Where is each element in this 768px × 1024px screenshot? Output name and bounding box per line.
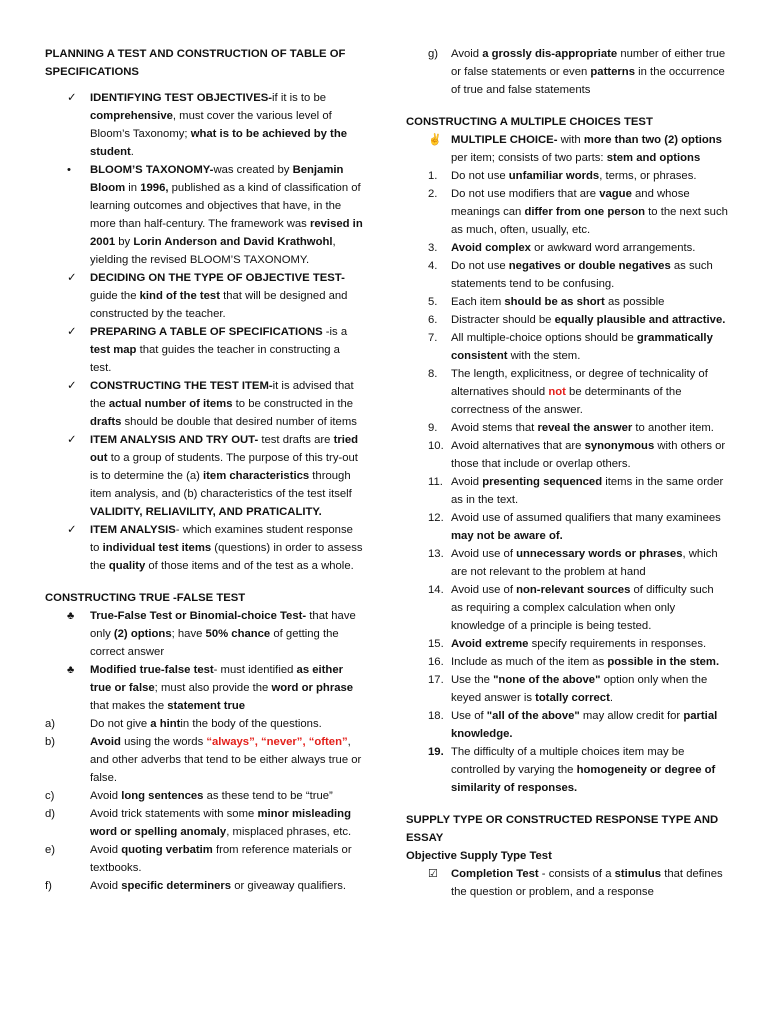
checkbox-checked-icon: ☑ xyxy=(428,868,438,880)
numbered-item: 6. Distracter should be equally plausible and attractive. xyxy=(428,314,726,326)
lettered-item-a: a) Do not give a hintin the body of the questions. xyxy=(45,718,322,730)
heading-supply-type: SUPPLY TYPE OR CONSTRUCTED RESPONSE TYPE AND ESSAY xyxy=(406,814,719,844)
lettered-item-e: e) Avoid quoting verbatim from reference materials or textbooks. xyxy=(45,844,352,874)
lettered-item-d: d) Avoid trick statements with some minor misleading word or spelling anomaly, misplaced phrases, etc. xyxy=(45,808,352,838)
checkmark-icon: ✓ xyxy=(67,92,77,104)
list-item-deciding: ✓ DECIDING ON THE TYPE OF OBJECTIVE TEST- guide the kind of the test that will be designed and constructed by the teacher. xyxy=(45,269,363,323)
numbered-item: 8. The length, explicitness, or degree of technicality of alternatives should not be determinants of the correctness of the answer. xyxy=(428,368,708,416)
numbered-item: 3. Avoid complex or awkward word arrangements. xyxy=(428,242,696,254)
checkmark-icon: ✓ xyxy=(67,326,77,338)
numbered-item: 15. Avoid extreme specify requirements in responses. xyxy=(428,638,707,650)
numbered-item: 16. Include as much of the item as possible in the stem. xyxy=(428,656,720,668)
club-icon: ♣ xyxy=(67,664,75,676)
list-item-blooms: • BLOOM’S TAXONOMY-was created by Benjamin Bloom in 1996, published as a kind of classification of learning outcomes and objectives that have, in the more than half-century. The framework was revised in 2001 by Lorin Anderson and David Krathwohl, yielding the revised BLOOM’S TAXONOMY. xyxy=(45,161,363,269)
numbered-item: 5. Each item should be as short as possible xyxy=(428,296,665,308)
subheading-objective-supply: Objective Supply Type Test xyxy=(406,850,552,862)
numbered-item: 4. Do not use negatives or double negatives as such statements tend to be confusing. xyxy=(428,260,713,290)
list-item-true-false: ♣ True-False Test or Binomial-choice Test- that have only (2) options; have 50% chance of getting the correct answer xyxy=(45,607,363,661)
pointing-hand-icon: ✌ xyxy=(428,134,442,146)
numbered-item: 18. Use of "all of the above" may allow credit for partial knowledge. xyxy=(428,710,718,740)
numbered-item: 1. Do not use unfamiliar words, terms, or phrases. xyxy=(428,170,697,182)
lettered-item-c: c) Avoid long sentences as these tend to be “true” xyxy=(45,790,333,802)
lettered-item-b: b) Avoid using the words “always”, “never”, “often”, and other adverbs that tend to be either always true or false. xyxy=(45,736,362,784)
bullet-dot-icon: • xyxy=(67,164,71,176)
list-item-identifying: ✓ IDENTIFYING TEST OBJECTIVES-if it is to be comprehensive, must cover the various level of Bloom’s Taxonomy; what is to be achieved by the student. xyxy=(45,89,363,161)
heading-multiple-choice: CONSTRUCTING A MULTIPLE CHOICES TEST xyxy=(406,116,653,128)
heading-planning: PLANNING A TEST AND CONSTRUCTION OF TABLE OF SPECIFICATIONS xyxy=(45,48,346,78)
numbered-item: 14. Avoid use of non-relevant sources of difficulty such as requiring a complex calculation when only knowledge of a principle is being tested. xyxy=(428,584,714,632)
list-item-completion-test: ☑ Completion Test - consists of a stimulus that defines the question or problem, and a response xyxy=(406,865,728,901)
list-item-tryout: ✓ ITEM ANALYSIS AND TRY OUT- test drafts are tried out to a group of students. The purpose of this try-out is to determine the (a) item characteristics through item analysis, and (b) characteristics of the test itself VALIDITY, RELIAVILITY, AND PRATICALITY. xyxy=(45,431,363,521)
numbered-item: 9. Avoid stems that reveal the answer to another item. xyxy=(428,422,714,434)
list-item-item-analysis: ✓ ITEM ANALYSIS- which examines student response to individual test items (questions) in order to assess the quality of those items and of the test as a whole. xyxy=(45,521,363,575)
numbered-item: 13. Avoid use of unnecessary words or phrases, which are not relevant to the problem at hand xyxy=(428,548,718,578)
left-column xyxy=(45,45,363,895)
numbered-item: 7. All multiple-choice options should be grammatically consistent with the stem. xyxy=(428,332,713,362)
lettered-item-f: f) Avoid specific determiners or giveaway qualifiers. xyxy=(45,880,346,892)
numbered-item: 10. Avoid alternatives that are synonymous with others or those that include or overlap others. xyxy=(428,440,726,470)
list-item-preparing: ✓ PREPARING A TABLE OF SPECIFICATIONS -is a test map that guides the teacher in constructing a test. xyxy=(45,323,363,377)
numbered-item: 19. The difficulty of a multiple choices item may be controlled by varying the homogeneity or degree of similarity of responses. xyxy=(428,746,716,794)
lettered-item-g: g) Avoid a grossly dis-appropriate number of either true or false statements or even patterns in the occurrence of true and false statements xyxy=(428,48,726,96)
heading-true-false: CONSTRUCTING TRUE -FALSE TEST xyxy=(45,592,246,604)
list-item-constructing: ✓ CONSTRUCTING THE TEST ITEM-it is advised that the actual number of items to be constructed in the drafts should be double that desired number of items xyxy=(45,377,363,431)
numbered-item: 2. Do not use modifiers that are vague and whose meanings can differ from one person to the next such as much, often, usually, etc. xyxy=(428,188,728,236)
checkmark-icon: ✓ xyxy=(67,380,77,392)
checkmark-icon: ✓ xyxy=(67,524,77,536)
checkmark-icon: ✓ xyxy=(67,434,77,446)
club-icon: ♣ xyxy=(67,610,75,622)
checkmark-icon: ✓ xyxy=(67,272,77,284)
list-item-modified-true-false: ♣ Modified true-false test- must identified as either true or false; must also provide the word or phrase that makes the statement true xyxy=(45,661,363,715)
right-column xyxy=(406,45,728,901)
numbered-item: 12. Avoid use of assumed qualifiers that many examinees may not be aware of. xyxy=(428,512,721,542)
numbered-item: 11. Avoid presenting sequenced items in the same order as in the text. xyxy=(428,476,724,506)
list-item-multiple-choice: ✌ MULTIPLE CHOICE- with more than two (2) options per item; consists of two parts: stem and options xyxy=(406,131,728,167)
numbered-item: 17. Use the "none of the above" option only when the keyed answer is totally correct. xyxy=(428,674,708,704)
